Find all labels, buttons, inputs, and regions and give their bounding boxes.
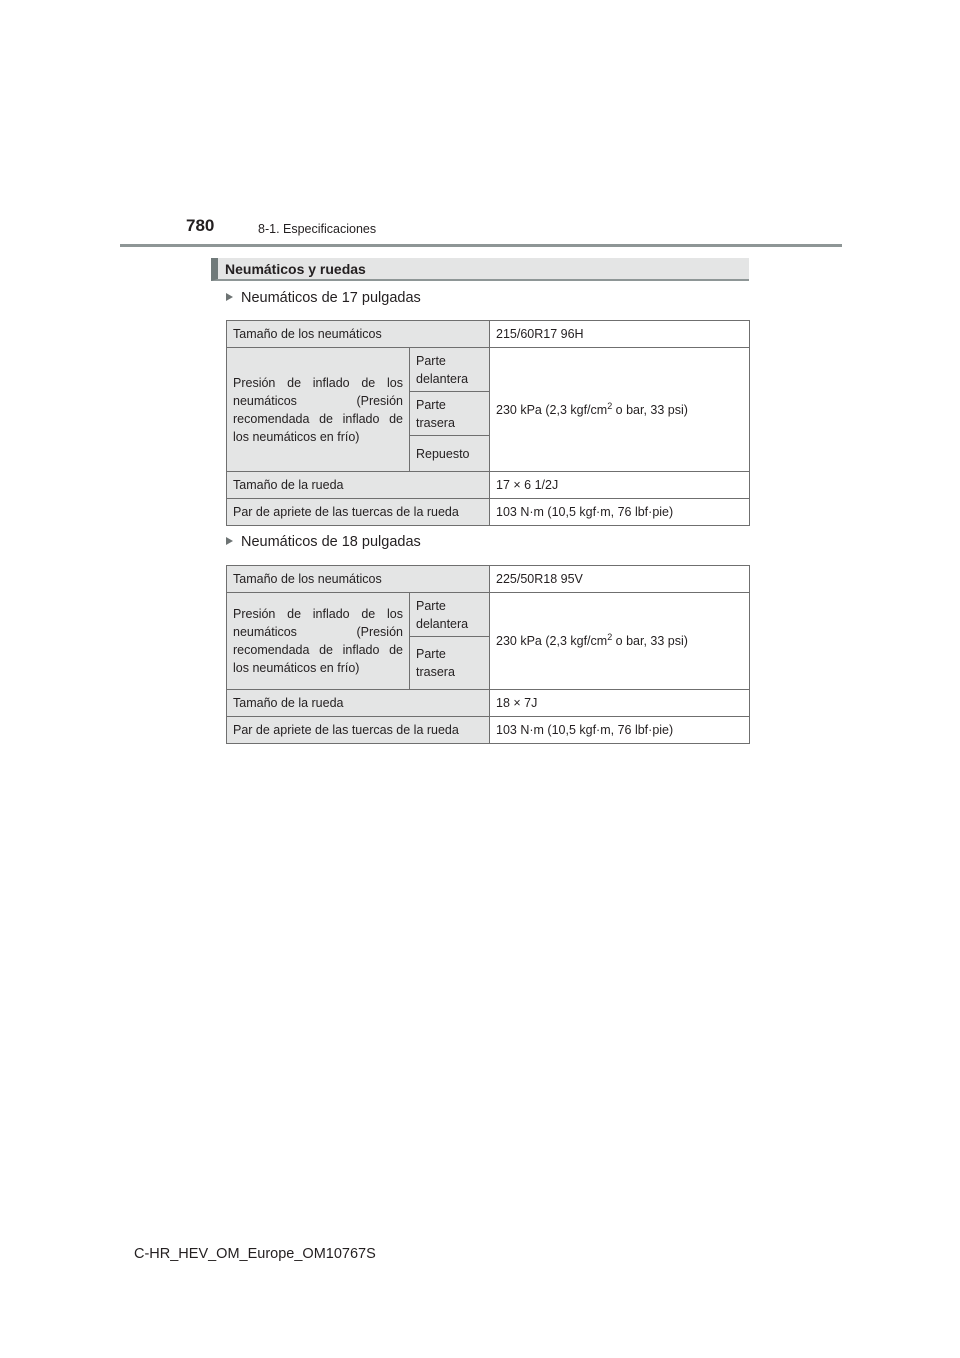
wheel-size-label: Tamaño de la rueda [227,690,490,717]
pressure-value-tail: o bar, 33 psi) [612,634,688,648]
subheading-17-inch [226,290,421,306]
pressure-label: Presión de inflado de los neumáticos (Presión recomendada de inflado de los neumáticos en frío) [227,593,410,690]
spec-table-17-inch [226,320,750,526]
position-rear: Parte trasera [410,637,490,690]
footer-doc-code: C-HR_HEV_OM_Europe_OM10767S [134,1246,376,1262]
arrow-right-icon [226,537,233,545]
torque-value: 103 N·m (10,5 kgf·m, 76 lbf·pie) [490,499,750,526]
chapter-title: 8-1. Especificaciones [258,222,377,236]
tire-size-value: 215/60R17 96H [490,321,750,348]
position-front: Parte delantera [410,348,490,392]
torque-value: 103 N·m (10,5 kgf·m, 76 lbf·pie) [490,717,750,744]
table-row [227,499,750,526]
table-row [227,348,750,392]
header-rule [120,244,842,247]
pressure-value [490,593,750,690]
pressure-value [490,348,750,472]
tire-size-value: 225/50R18 95V [490,566,750,593]
pressure-unit-exponent: 2 [607,400,613,411]
pressure-unit-exponent: 2 [607,632,613,642]
torque-label: Par de apriete de las tuercas de la rueda [227,717,490,744]
pressure-value-tail: o bar, 33 psi) [612,402,688,417]
position-front: Parte delantera [410,593,490,637]
wheel-size-value: 17 × 6 1/2J [490,472,750,499]
spec-table-18-inch [226,565,750,744]
section-heading: Neumáticos y ruedas [211,258,749,281]
table-row [227,717,750,744]
torque-label: Par de apriete de las tuercas de la rueda [227,499,490,526]
wheel-size-label: Tamaño de la rueda [227,472,490,499]
position-rear: Parte trasera [410,392,490,436]
pressure-label: Presión de inflado de los neumáticos (Presión recomendada de inflado de los neumáticos en frío) [227,348,410,472]
subheading-text: Neumáticos de 18 pulgadas [241,534,421,550]
subheading-text: Neumáticos de 17 pulgadas [241,290,421,306]
arrow-right-icon [226,293,233,301]
position-spare: Repuesto [410,436,490,472]
wheel-size-value: 18 × 7J [490,690,750,717]
table-row [227,690,750,717]
tire-size-label: Tamaño de los neumáticos [227,321,490,348]
tire-size-label: Tamaño de los neumáticos [227,566,490,593]
table-row [227,472,750,499]
subheading-18-inch [226,534,421,550]
pressure-value-main: 230 kPa (2,3 kgf/cm [496,402,608,417]
table-row [227,321,750,348]
pressure-value-main: 230 kPa (2,3 kgf/cm [496,634,608,648]
page-number: 780 [186,216,215,235]
table-row [227,566,750,593]
table-row [227,593,750,637]
